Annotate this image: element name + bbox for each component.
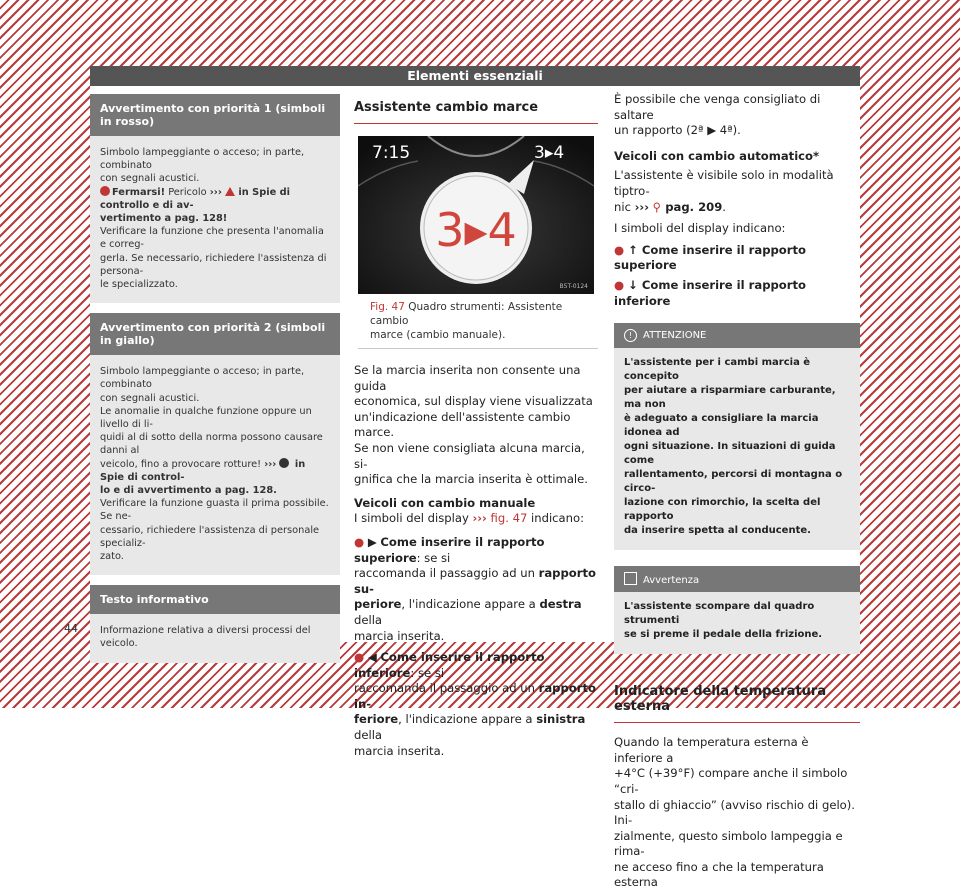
ref-arrows-icon: ››› bbox=[264, 458, 277, 470]
clock-text: 7:15 bbox=[372, 143, 411, 163]
subheading: Veicoli con cambio manuale bbox=[354, 495, 536, 510]
text-line: economica, sul display viene visualizzata bbox=[354, 394, 593, 409]
text-line: gnifica che la marcia inserita è ottimale. bbox=[354, 472, 588, 487]
text-line: è adeguato a consigliare la marcia idonea ad bbox=[624, 413, 819, 439]
text-line: ogni situazione. In situazioni di guida come bbox=[624, 441, 836, 467]
note-icon bbox=[624, 572, 637, 585]
text-line: zato. bbox=[100, 551, 124, 563]
paragraph bbox=[354, 363, 598, 488]
bullet-upshift bbox=[354, 535, 598, 644]
text-line: Quando la temperatura esterna è inferiore a bbox=[614, 735, 809, 765]
text-bold: feriore bbox=[354, 712, 399, 727]
text-line bbox=[100, 484, 330, 497]
info-body bbox=[90, 614, 340, 662]
text-line: rallentamento, percorsi di montagna o circo- bbox=[624, 469, 843, 495]
gear-indicator-small: 3▸4 bbox=[534, 143, 565, 163]
priority2-title: Avvertimento con priorità 2 (simboli in giallo) bbox=[90, 313, 340, 355]
priority1-title: Avvertimento con priorità 1 (simboli in rosso) bbox=[90, 94, 340, 136]
page-ref-link[interactable]: pag. 209 bbox=[661, 199, 723, 214]
text-line: L'assistente è visibile solo in modalità tiptro- bbox=[614, 168, 834, 198]
text-line: Se non viene consigliata alcuna marcia, si- bbox=[354, 440, 585, 471]
right-arrow-icon: ▶ bbox=[707, 123, 717, 138]
text-span: 4ª). bbox=[716, 123, 741, 138]
bullet-text: ↓ Come inserire il rapporto inferiore bbox=[614, 277, 806, 308]
text-line: cessario, richiedere l'assistenza di personale specializ- bbox=[100, 524, 320, 549]
text-span: . bbox=[722, 199, 726, 214]
ref-arrows-icon: ››› bbox=[209, 186, 222, 198]
section-title: Assistente cambio marce bbox=[354, 92, 598, 124]
text-line: da inserire spetta al conducente. bbox=[624, 525, 811, 537]
note-box bbox=[614, 566, 860, 654]
exclamation-icon: ! bbox=[624, 329, 637, 342]
ref-arrows-icon: ››› bbox=[634, 199, 649, 214]
attention-box bbox=[614, 323, 860, 550]
text-span: Pericolo bbox=[165, 186, 210, 198]
paragraph bbox=[614, 92, 860, 139]
text-bold: rapporto su- bbox=[354, 566, 596, 596]
text-span: raccomanda il passaggio ad un bbox=[354, 681, 539, 696]
bullet-icon: ● bbox=[354, 534, 365, 549]
text-line: lazione con rimorchio, la scelta del rapporto bbox=[624, 497, 821, 523]
bullet-icon: ● bbox=[614, 277, 625, 292]
caption-line: marce (cambio manuale). bbox=[370, 329, 506, 341]
text-bold: periore bbox=[354, 597, 402, 612]
book-icon: ⚲ bbox=[652, 199, 662, 214]
subheading: Veicoli con cambio automatico* bbox=[614, 148, 820, 163]
ref-link[interactable]: in Spie di controllo e di av- bbox=[100, 186, 291, 211]
text-span: I simboli del display bbox=[354, 511, 473, 526]
text-line: +4°C (+39°F) compare anche il simbolo “cri- bbox=[614, 766, 848, 796]
text-line: Simbolo lampeggiante o acceso; in parte, combinato bbox=[100, 147, 305, 172]
caption-line bbox=[370, 300, 598, 328]
fermarsi-label: Fermarsi! bbox=[112, 186, 166, 198]
note-title: Avvertenza bbox=[643, 575, 700, 587]
dashboard-illustration bbox=[358, 136, 594, 294]
text-line: stallo di ghiaccio” (avviso rischio di gelo). Ini- bbox=[614, 797, 855, 828]
text-line: L'assistente scompare dal quadro strumenti bbox=[624, 601, 815, 627]
text-line: se si preme il pedale della frizione. bbox=[624, 629, 823, 641]
text-span: un rapporto (2ª bbox=[614, 123, 708, 138]
gear-indicator-large: 3▸4 bbox=[435, 203, 517, 257]
bullet-downshift bbox=[354, 650, 598, 759]
note-header bbox=[614, 566, 860, 592]
text-bold: destra bbox=[539, 597, 582, 612]
paragraph bbox=[614, 168, 860, 215]
figure-code: B5T-0124 bbox=[559, 283, 588, 290]
figure-ref-link[interactable]: fig. 47 bbox=[490, 511, 528, 526]
info-box bbox=[90, 585, 340, 662]
column-left bbox=[90, 86, 340, 663]
text-line: Se la marcia inserita non consente una guida bbox=[354, 363, 581, 393]
section-title: Indicatore della temperatura esterna bbox=[614, 676, 860, 723]
figure-caption bbox=[358, 300, 598, 349]
text-bold: rapporto in- bbox=[354, 681, 596, 711]
bullet-icon: ● bbox=[354, 650, 365, 665]
text-line bbox=[354, 511, 598, 527]
text-line: Verificare la funzione guasta il prima possibile. Se ne- bbox=[100, 498, 329, 523]
text-line: un'indicazione dell'assistente cambio marce. bbox=[354, 409, 571, 440]
ref-link[interactable]: vertimento a pag. 128! bbox=[100, 213, 228, 225]
priority2-body bbox=[90, 355, 340, 575]
text-line: Simbolo lampeggiante o acceso; in parte, combinato bbox=[100, 366, 305, 391]
text-line: L'assistente per i cambi marcia è concepito bbox=[624, 357, 811, 383]
column-middle bbox=[354, 92, 598, 759]
text-line: con segnali acustici. bbox=[100, 392, 200, 404]
bullet-text: ↑ Come inserire il rapporto superiore bbox=[614, 242, 806, 273]
ref-link[interactable]: in Spie di control- bbox=[100, 458, 306, 483]
text-line: ne acceso fino a che la temperatura esterna bbox=[614, 859, 824, 890]
right-arrow-icon: ▶ bbox=[367, 534, 377, 549]
attention-header bbox=[614, 323, 860, 348]
left-arrow-icon: ◀ bbox=[367, 650, 377, 665]
bullet-item bbox=[614, 243, 860, 274]
text-span: nic bbox=[614, 199, 635, 214]
page-header: Elementi essenziali bbox=[90, 66, 860, 86]
priority1-box bbox=[90, 94, 340, 303]
text-line bbox=[100, 458, 330, 484]
text-line: Informazione relativa a diversi processi del veicolo. bbox=[100, 625, 311, 650]
priority1-body bbox=[90, 136, 340, 303]
text-line: quidi al di sotto della norma possono causare danni al bbox=[100, 432, 323, 457]
text-span: della bbox=[354, 612, 383, 627]
priority2-box bbox=[90, 313, 340, 575]
text-span: della bbox=[354, 728, 383, 743]
text-span: veicolo, fino a provocare rotture! bbox=[100, 458, 265, 470]
bullet-heading: Come inserire il rapporto superiore bbox=[354, 534, 545, 565]
text-bold: sinistra bbox=[536, 712, 586, 727]
attention-title: ATTENZIONE bbox=[643, 330, 707, 342]
text-line: gerla. Se necessario, richiedere l'assistenza di persona- bbox=[100, 252, 327, 277]
caption-label: Fig. 47 bbox=[370, 301, 405, 313]
bullet-heading: Come inserire il rapporto inferiore bbox=[354, 650, 545, 680]
text-line: le specializzato. bbox=[100, 279, 178, 291]
text-line bbox=[100, 212, 330, 225]
warning-icon bbox=[279, 458, 289, 468]
text-line: È possibile che venga consigliato di saltare bbox=[614, 92, 821, 122]
text-line: con segnali acustici. bbox=[100, 173, 200, 185]
stop-warning-icon bbox=[100, 186, 110, 196]
note-body bbox=[614, 592, 860, 654]
bullet-icon: ● bbox=[614, 242, 625, 257]
bullet-item bbox=[614, 278, 860, 309]
text-span: indicano: bbox=[527, 511, 584, 526]
ref-arrows-icon: ››› bbox=[472, 511, 487, 526]
text-line: marcia inserita. bbox=[354, 743, 445, 758]
page-number: 44 bbox=[64, 622, 78, 635]
text-line bbox=[100, 186, 330, 212]
text-line: per aiutare a risparmiare carburante, ma non bbox=[624, 385, 836, 411]
text-span: , l'indicazione appare a bbox=[398, 712, 537, 727]
text-span: , l'indicazione appare a bbox=[401, 597, 540, 612]
info-title: Testo informativo bbox=[90, 585, 340, 614]
text-line: Le anomalie in qualche funzione oppure un livello di li- bbox=[100, 405, 312, 431]
manual-page bbox=[64, 66, 860, 890]
text-line: marcia inserita. bbox=[354, 628, 445, 643]
column-right bbox=[614, 92, 860, 891]
dashboard-figure bbox=[358, 136, 594, 294]
attention-body bbox=[614, 348, 860, 550]
text-line: Verificare la funzione che presenta l'anomalia e correg- bbox=[100, 226, 324, 251]
text-line: zialmente, questo simbolo lampeggia e rima- bbox=[614, 828, 843, 859]
text-span: : se si bbox=[410, 665, 445, 680]
text-line: I simboli del display indicano: bbox=[614, 221, 786, 236]
text-span: raccomanda il passaggio ad un bbox=[354, 566, 539, 581]
ref-link[interactable]: lo e di avvertimento a pag. 128. bbox=[100, 485, 277, 497]
paragraph bbox=[614, 735, 860, 891]
warning-triangle-icon bbox=[225, 187, 235, 196]
text-span: : se si bbox=[416, 550, 451, 565]
caption-text: Quadro strumenti: Assistente cambio bbox=[370, 301, 563, 327]
